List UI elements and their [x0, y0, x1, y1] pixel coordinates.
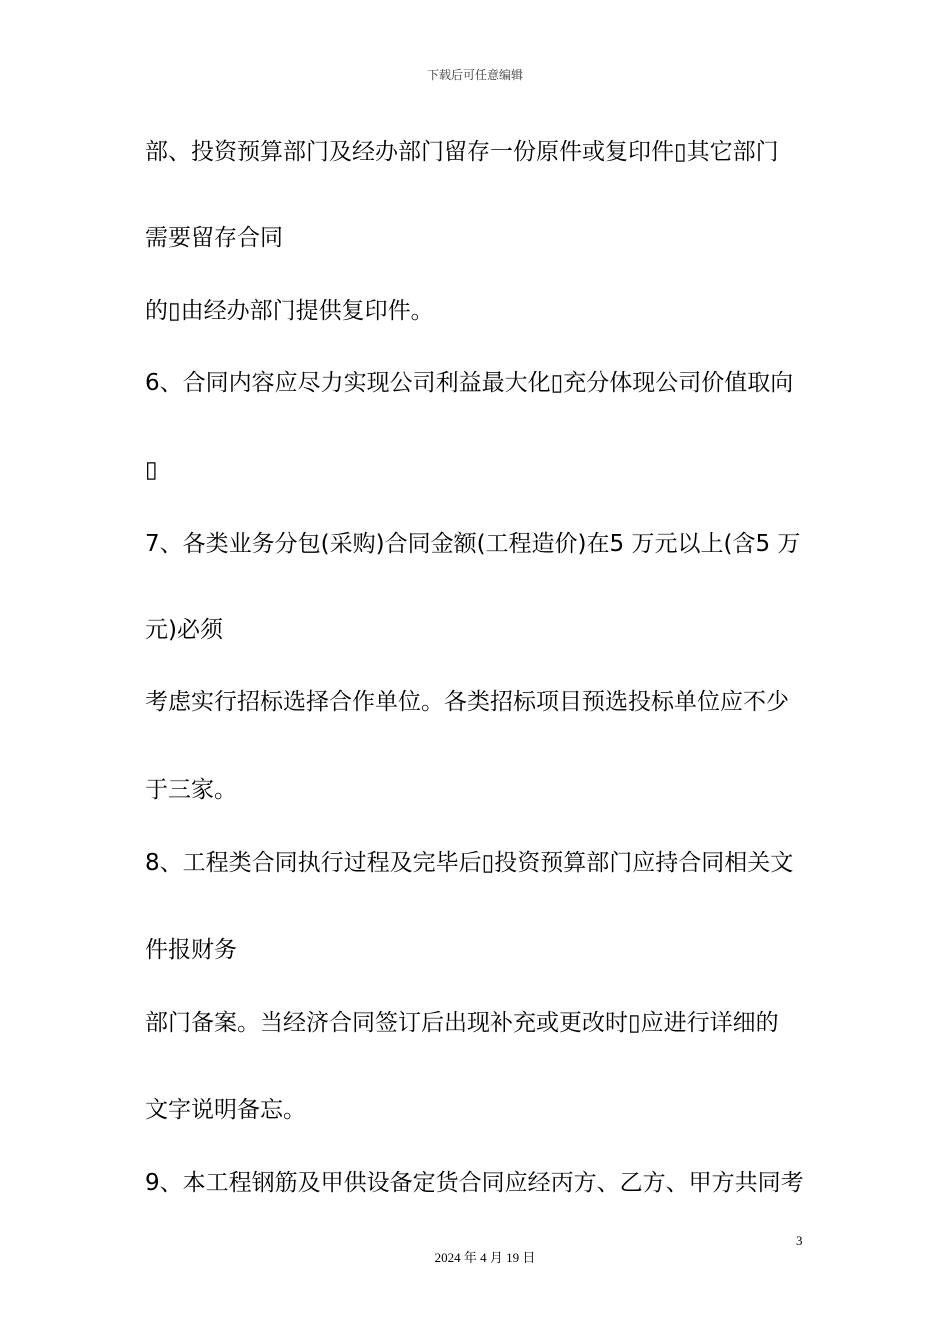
- body-line: 8、工程类合同执行过程及完毕后▯投资预算部门应持合同相关文: [145, 850, 794, 876]
- body-line: 考虑实行招标选择合作单位。各类招标项目预选投标单位应不少: [145, 689, 789, 715]
- body-line: 元)必须: [145, 617, 223, 643]
- page-header: 下载后可任意编辑: [426, 68, 523, 82]
- body-line: 部、投资预算部门及经办部门留存一份原件或复印件▯其它部门: [145, 139, 779, 165]
- body-line: 于三家。: [145, 777, 237, 803]
- page-number: 3: [796, 1233, 803, 1248]
- body-line: 需要留存合同: [145, 225, 283, 251]
- body-line: 件报财务: [145, 937, 237, 963]
- body-line: 部门备案。当经济合同签订后出现补充或更改时▯应进行详细的: [145, 1010, 779, 1036]
- body-line: 的▯由经办部门提供复印件。: [145, 298, 434, 324]
- footer-date: 2024 年 4 月 19 日: [434, 1250, 536, 1265]
- body-line: 7、各类业务分包(采购)合同金额(工程造价)在5 万元以上(含5 万: [145, 531, 801, 557]
- body-line: 9、本工程钢筋及甲供设备定货合同应经丙方、乙方、甲方共同考: [145, 1170, 804, 1196]
- body-line: 文字说明备忘。: [145, 1097, 306, 1123]
- body-line: ▯: [145, 457, 158, 483]
- body-line: 6、合同内容应尽力实现公司利益最大化▯充分体现公司价值取向: [145, 370, 794, 396]
